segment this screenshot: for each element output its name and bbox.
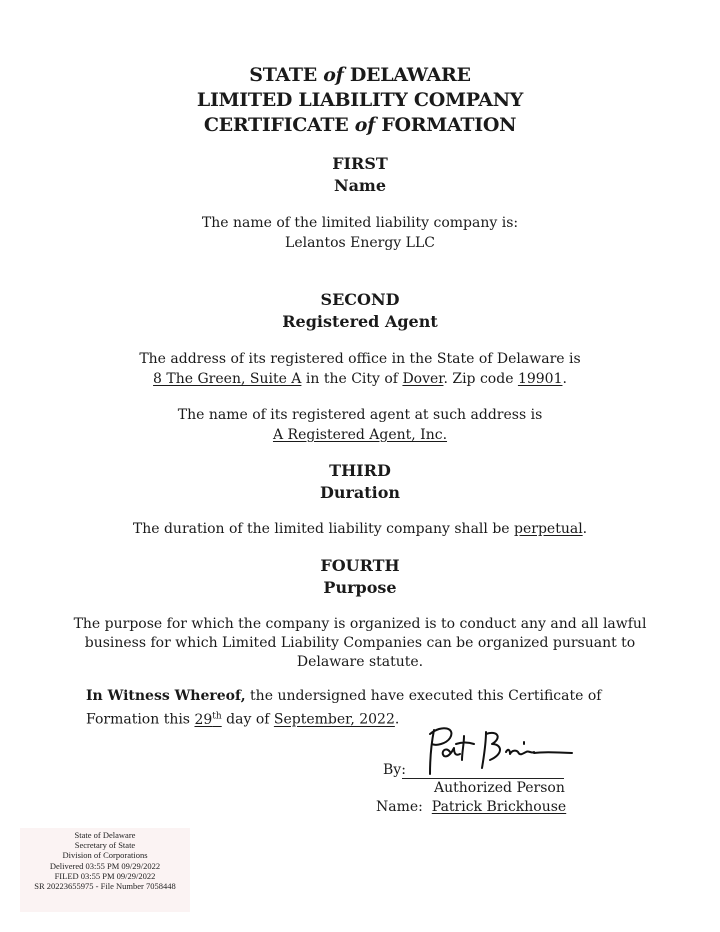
duration-value: perpetual [514,521,583,537]
duration-text: The duration of the limited liability company shall be perpetual. [132,521,588,537]
witness-clause: In Witness Whereof, the undersigned have executed this Certificate of Formation this 29th day of September, 2022. [86,688,602,728]
second-heading: Registered Agent [282,312,438,331]
fourth-ordinal: FOURTH [320,556,400,575]
purpose-line-1: The purpose for which the company is organized is to conduct any and all lawful [73,616,647,632]
title-line-1: STATE of DELAWARE [249,64,471,86]
purpose-line-2: business for which Limited Liability Companies can be organized pursuant to [84,635,636,651]
title-line-2: LIMITED LIABILITY COMPANY [196,89,524,111]
first-ordinal: FIRST [332,154,388,173]
filing-stamp: State of Delaware Secretary of State Division of Corporations Delivered 03:55 PM 09/29/2022 FILED 03:55 PM 09/29/2022 SR 20223655975 - File Number 7058448 [20,828,190,912]
zip-code: 19901 [517,371,563,387]
authorized-person-label: Authorized Person [434,780,565,796]
office-address: 8 The Green, Suite A in the City of Dover. Zip code 19901. [153,371,567,387]
title-line-3: CERTIFICATE of FORMATION [203,114,517,136]
city: Dover [402,371,444,387]
month-year: September, 2022 [273,711,395,728]
agent-text: The name of its registered agent at such address is [177,407,543,423]
signer-name: Name: Patrick Brickhouse [376,799,567,815]
office-text: The address of its registered office in the State of Delaware is [139,351,581,367]
day-value: 29 [194,711,213,728]
signature-line [402,778,564,779]
third-ordinal: THIRD [329,461,391,480]
street-address: 8 The Green, Suite A [153,371,302,387]
handwritten-signature [420,722,580,778]
first-heading: Name [333,176,387,195]
registered-agent: A Registered Agent, Inc. [272,427,448,443]
third-heading: Duration [319,483,401,502]
by-label: By: [383,762,406,778]
first-text: The name of the limited liability company is: [201,215,519,231]
fourth-heading: Purpose [323,578,397,597]
company-name: Lelantos Energy LLC [285,235,435,251]
purpose-line-3: Delaware statute. [296,654,424,670]
second-ordinal: SECOND [320,290,400,309]
